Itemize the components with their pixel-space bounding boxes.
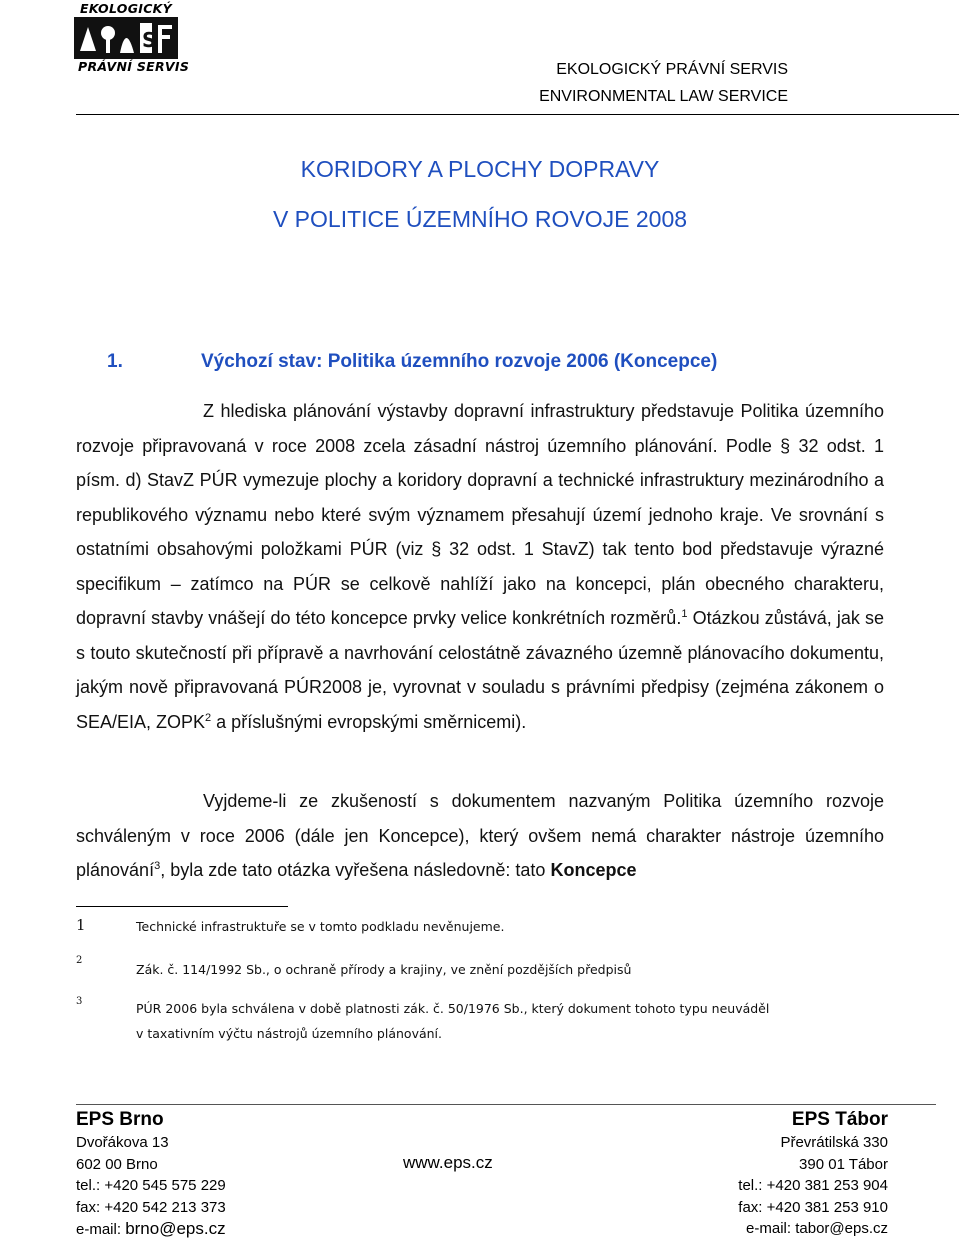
logo-emblem-icon — [74, 17, 178, 59]
footer-right-street: Převrátilská 330 — [780, 1134, 888, 1151]
footnote-ref-3: 3 — [154, 860, 161, 872]
footnote-1-text: Technické infrastruktuře se v tomto podkladu nevěnujeme. — [136, 919, 505, 934]
footer-right-city: 390 01 Tábor — [799, 1155, 888, 1173]
paragraph-2-text-b: , byla zde tato otázka vyřešena následovně: tato — [160, 860, 551, 880]
paragraph-1-text-c: a příslušnými evropskými směrnicemi). — [211, 711, 527, 732]
section-number: 1. — [107, 351, 123, 372]
footer-left — [76, 1108, 226, 1241]
logo-bottom-text: PRÁVNÍ SERVIS — [78, 59, 190, 74]
paragraph-2-bold: Koncepce — [550, 860, 637, 880]
footer-right-name: EPS Tábor — [791, 1109, 888, 1130]
footer-right-email-link[interactable]: e-mail: tabor@eps.cz — [746, 1220, 888, 1237]
svg-text:S: S — [142, 28, 157, 52]
paragraph-2-text-a: Vyjdeme-li ze zkušeností s dokumentem nazvaným Politika územního rozvoje schváleným v roce 2006 (dále jen Koncepce), který ovšem nemá charakter nástroje územního plánování — [76, 791, 884, 880]
footer-left-email-link[interactable]: brno@eps.cz — [125, 1219, 226, 1238]
logo — [74, 1, 190, 74]
header-divider — [76, 114, 959, 115]
org-name-en: ENVIRONMENTAL LAW SERVICE — [539, 88, 788, 105]
footnote-3-number: 3 — [76, 996, 83, 1007]
footer-left-tel: tel.: +420 545 575 229 — [76, 1177, 226, 1194]
footnote-2-text: Zák. č. 114/1992 Sb., o ochraně přírody a krajiny, ve znění pozdějších předpisů — [136, 962, 632, 977]
footer-right — [738, 1108, 888, 1240]
document-title-line-1: KORIDORY A PLOCHY DOPRAVY — [300, 156, 660, 182]
footer-right-tel: tel.: +420 381 253 904 — [738, 1177, 888, 1194]
logo-top-text: EKOLOGICKÝ — [80, 1, 173, 16]
document-title-line-2: V POLITICE ÚZEMNÍHO ROVOJE 2008 — [272, 206, 688, 232]
footer-left-email-label: e-mail: — [76, 1221, 126, 1238]
footnote-3-text-line-2: v taxativním výčtu nástrojů územního plánování. — [136, 1026, 442, 1041]
footer-divider — [76, 1104, 936, 1105]
footnote-1-number: 1 — [76, 916, 86, 934]
footer-right-fax: fax: +420 381 253 910 — [738, 1198, 888, 1216]
footer-website-link[interactable]: www.eps.cz — [403, 1153, 493, 1172]
section-title: Výchozí stav: Politika územního rozvoje 2006 (Koncepce) — [201, 351, 718, 372]
paragraph-1 — [76, 394, 884, 739]
footnote-3-text-line-1: PÚR 2006 byla schválena v době platnosti zák. č. 50/1976 Sb., který dokument tohoto typu neuváděl — [136, 1001, 770, 1016]
footnote-divider — [76, 906, 288, 907]
footer-left-name: EPS Brno — [76, 1109, 164, 1130]
paragraph-1-text-b: Otázkou zůstává, jak se s touto skutečností při přípravě a navrhování celostátně závazného územně plánovacího dokumentu, jakým nově připravovaná PÚR2008 je, vyrovnat v souladu s právními předpisy (zejména zákonem o SEA/EIA, ZOPK — [76, 608, 884, 732]
paragraph-2 — [76, 784, 884, 888]
footnote-2-number: 2 — [76, 955, 83, 966]
footer-left-city: 602 00 Brno — [76, 1155, 158, 1173]
footnote-ref-1: 1 — [681, 608, 688, 620]
footnote-ref-2: 2 — [205, 711, 212, 724]
footer-left-fax: fax: +420 542 213 373 — [76, 1198, 226, 1216]
section-heading — [107, 351, 717, 373]
paragraph-1-text-a: Z hlediska plánování výstavby dopravní infrastruktury představuje Politika územního rozvoje připravovaná v roce 2008 zcela zásadní nástroj územního plánování. Podle § 32 odst. 1 písm. d) StavZ PÚR vymezuje plochy a koridory dopravní a technické infrastruktury mezinárodního a republikového významu nebo které svým významem přesahují území jednoho kraje. Ve srovnání s ostatními obsahovými položkami PÚR (viz § 32 odst. 1 StavZ) tak tento bod představuje výrazné specifikum – zatímco na PÚR se celkově nahlíží jako na koncepci, plán obecného charakteru, dopravní stavby vnášejí do této koncepce prvky velice konkrétních rozměrů. — [76, 401, 884, 628]
org-name-cs: EKOLOGICKÝ PRÁVNÍ SERVIS — [556, 61, 788, 78]
footer-left-street: Dvořákova 13 — [76, 1134, 169, 1151]
